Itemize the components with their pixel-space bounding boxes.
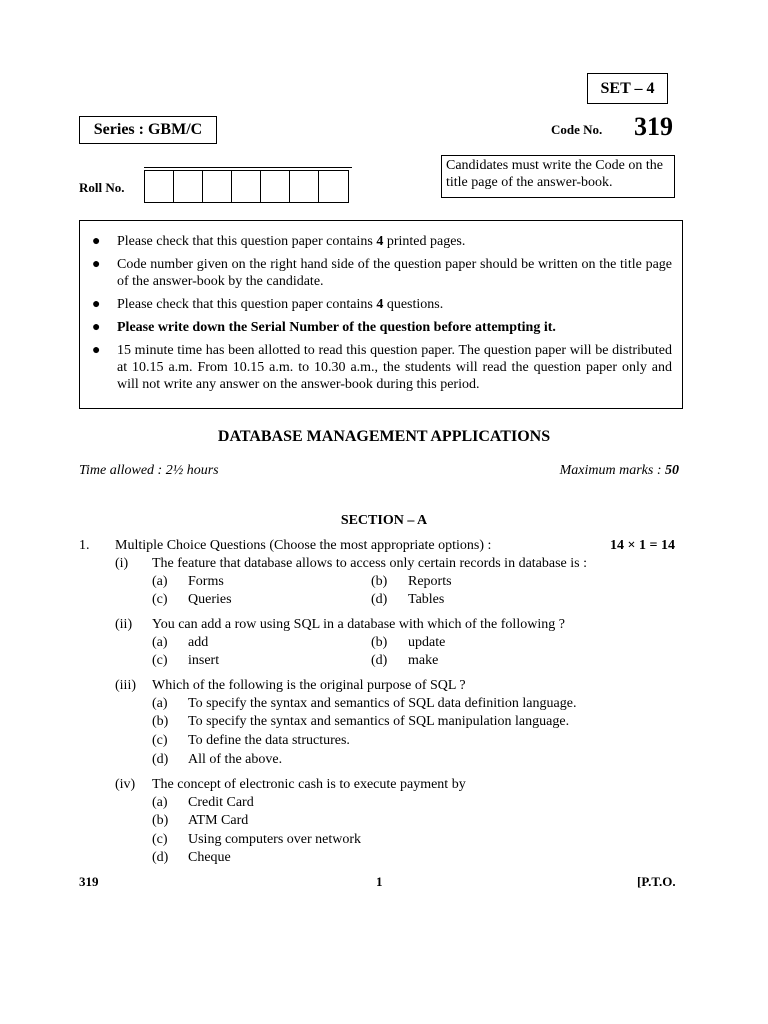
bullet-icon: ● [92,320,101,335]
instructions-box [79,220,683,409]
paper-title: DATABASE MANAGEMENT APPLICATIONS [217,428,551,445]
bullet-icon: ● [92,343,101,358]
option-text: update [408,635,446,650]
code-value: 319 [634,112,673,141]
option-label: (d) [152,752,169,767]
code-label: Code No. [551,122,603,137]
option-label: (d) [371,592,388,607]
option-text: Tables [408,592,445,607]
instruction-item: ● Please check that this question paper contains 4 questions. [92,297,444,312]
option-label: (c) [152,592,168,607]
option-label: (d) [152,850,169,865]
roll-digit-box[interactable] [203,171,232,202]
part-text: You can add a row using SQL in a database with which of the following ? [152,617,565,632]
time-allowed: Time allowed : 2½ hours [79,463,219,478]
roll-top-line [144,167,352,168]
option-label: (c) [152,653,168,668]
roll-digit-box[interactable] [290,171,319,202]
option-label: (a) [152,696,168,711]
option-text: To define the data structures. [188,733,350,748]
option-text: insert [188,653,220,668]
page-number: 1 [376,874,383,889]
option-label: (a) [152,574,168,589]
section-heading: SECTION – A [340,513,428,528]
roll-number-boxes[interactable] [144,170,349,203]
option-label: (a) [152,635,168,650]
part-text: The concept of electronic cash is to execute payment by [152,777,466,792]
option-label: (b) [152,714,169,729]
part-number: (iii) [115,678,136,693]
option-label: (a) [152,795,168,810]
instruction-item: ● Please write down the Serial Number of the question before attempting it. [92,320,556,335]
maximum-marks: Maximum marks : 50 [559,463,679,478]
roll-digit-box[interactable] [261,171,290,202]
instruction-item: ● 15 minute time has been allotted to read this question paper. The question paper will be distributed at 10.15 a.m. From 10.15 a.m. to 10.30 a.m., the students will read the question paper only and will not write any answer on the answer-book during this period. [92,343,672,392]
candidate-note: Candidates must write the Code on the title page of the answer-book. [441,155,675,198]
roll-label: Roll No. [79,180,125,195]
option-label: (c) [152,832,168,847]
option-text: make [408,653,439,668]
option-text: All of the above. [188,752,283,767]
set-number: SET – 4 [587,73,668,104]
option-text: ATM Card [188,813,249,828]
part-text: The feature that database allows to access only certain records in database is : [152,556,587,571]
question-number: 1. [79,538,90,553]
option-label: (b) [371,635,388,650]
option-label: (c) [152,733,168,748]
please-turn-over: [P.T.O. [637,874,676,889]
option-label: (d) [371,653,388,668]
roll-digit-box[interactable] [319,171,348,202]
instruction-item: ● Code number given on the right hand side of the question paper should be written on the title page of the answer-book by the candidate. [92,257,672,289]
roll-digit-box[interactable] [174,171,203,202]
roll-digit-box[interactable] [145,171,174,202]
option-text: To specify the syntax and semantics of SQL manipulation language. [188,714,570,729]
bullet-icon: ● [92,297,101,312]
part-number: (i) [115,556,129,571]
option-text: Reports [408,574,452,589]
footer-code: 319 [79,874,99,889]
question-marks: 14 × 1 = 14 [610,538,675,553]
option-text: To specify the syntax and semantics of SQL data definition language. [188,696,577,711]
option-text: Using computers over network [188,832,362,847]
option-text: Credit Card [188,795,254,810]
option-text: Queries [188,592,232,607]
part-text: Which of the following is the original purpose of SQL ? [152,678,466,693]
part-number: (iv) [115,777,136,792]
instruction-item: ● Please check that this question paper contains 4 printed pages. [92,234,466,249]
bullet-icon: ● [92,234,101,249]
option-label: (b) [371,574,388,589]
roll-digit-box[interactable] [232,171,261,202]
option-text: add [188,635,209,650]
series-label: Series : GBM/C [79,116,217,144]
option-text: Forms [188,574,224,589]
question-text: Multiple Choice Questions (Choose the most appropriate options) : [115,538,492,553]
option-label: (b) [152,813,169,828]
bullet-icon: ● [92,257,101,272]
part-number: (ii) [115,617,133,632]
option-text: Cheque [188,850,231,865]
